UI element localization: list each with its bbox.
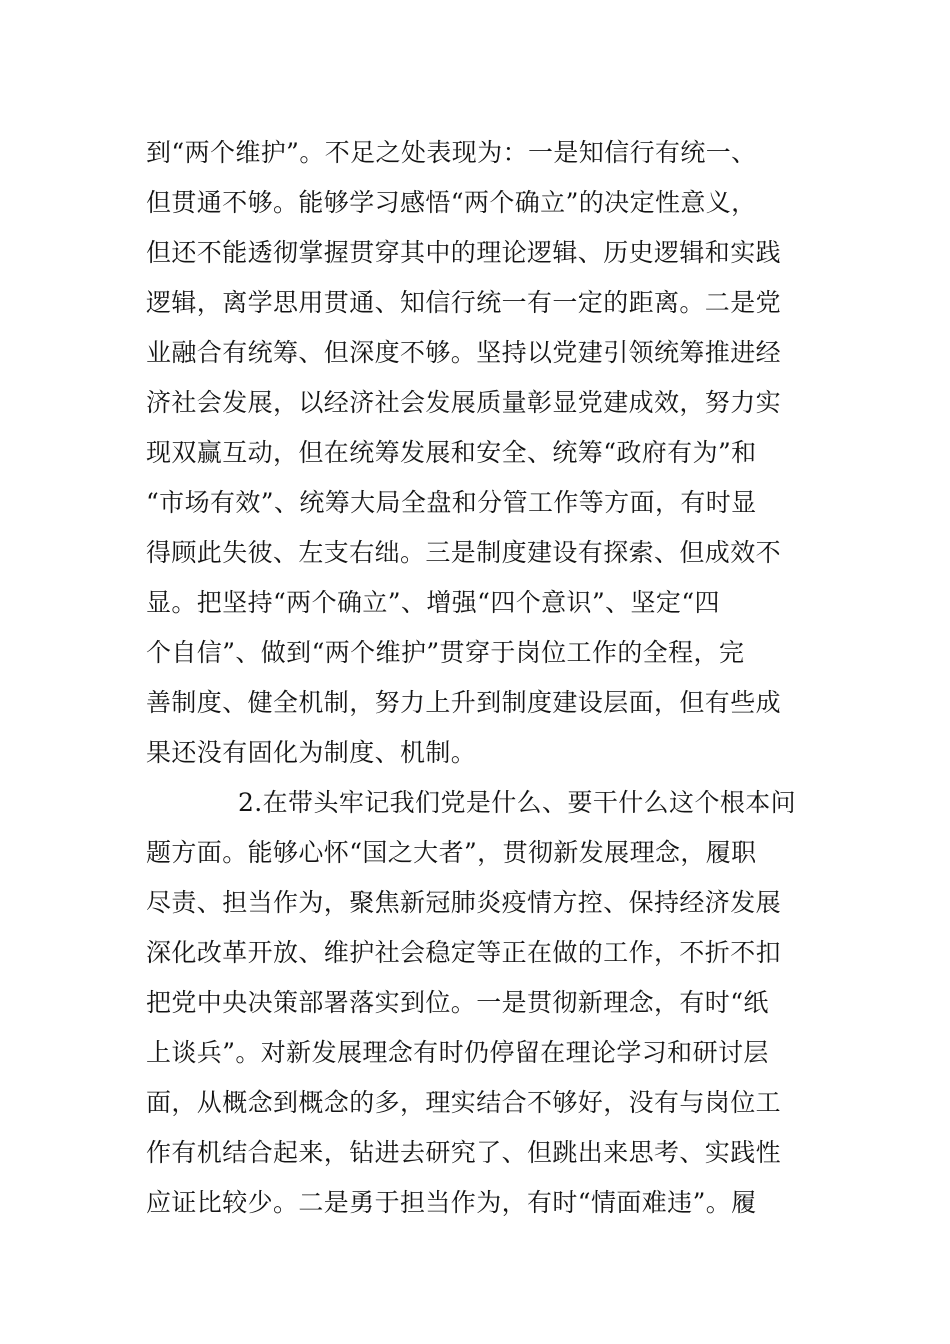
text-line: 善制度、健全机制，努力上升到制度建设层面，但有些成 <box>146 688 782 717</box>
text-line: 但还不能透彻掌握贯穿其中的理论逻辑、历史逻辑和实践 <box>146 238 782 267</box>
text-line: 尽责、担当作为，聚焦新冠肺炎疫情方控、保持经济发展 <box>146 888 782 917</box>
text-line: 应证比较少。二是勇于担当作为，有时“情面难违”。履 <box>146 1188 757 1217</box>
text-line-indented: 2.在带头牢记我们党是什么、要干什么这个根本问 <box>238 788 797 817</box>
text-line: 面，从概念到概念的多，理实结合不够好，没有与岗位工 <box>146 1088 782 1117</box>
text-line: 个自信”、做到“两个维护”贯穿于岗位工作的全程，完 <box>146 638 745 667</box>
text-line: 果还没有固化为制度、机制。 <box>146 738 477 767</box>
text-line: 但贯通不够。能够学习感悟“两个确立”的决定性意义， <box>146 188 757 217</box>
text-line: 得顾此失彼、左支右绌。三是制度建设有探索、但成效不 <box>146 538 782 567</box>
text-line: 深化改革开放、维护社会稳定等正在做的工作，不折不扣 <box>146 938 782 967</box>
paragraph-2 <box>146 778 826 1228</box>
text-line: 把党中央决策部署落实到位。一是贯彻新理念，有时“纸 <box>146 988 769 1017</box>
text-line: 题方面。能够心怀“国之大者”，贯彻新发展理念，履职 <box>146 838 757 867</box>
text-line: 显。把坚持“两个确立”、增强“四个意识”、坚定“四 <box>146 588 720 617</box>
text-line: 逻辑，离学思用贯通、知信行统一有一定的距离。二是党 <box>146 288 782 317</box>
text-line: 上谈兵”。对新发展理念有时仍停留在理论学习和研讨层 <box>146 1038 769 1067</box>
paragraph-1 <box>146 128 826 778</box>
text-line: 济社会发展，以经济社会发展质量彰显党建成效，努力实 <box>146 388 782 417</box>
text-line: 现双赢互动，但在统筹发展和安全、统筹“政府有为”和 <box>146 438 757 467</box>
text-line: 作有机结合起来，钻进去研究了、但跳出来思考、实践性 <box>146 1138 782 1167</box>
document-body <box>146 128 826 1228</box>
text-line: 到“两个维护”。不足之处表现为：一是知信行有统一、 <box>146 138 757 167</box>
text-line: “市场有效”、统筹大局全盘和分管工作等方面，有时显 <box>146 488 757 517</box>
text-line: 业融合有统筹、但深度不够。坚持以党建引领统筹推进经 <box>146 338 782 367</box>
